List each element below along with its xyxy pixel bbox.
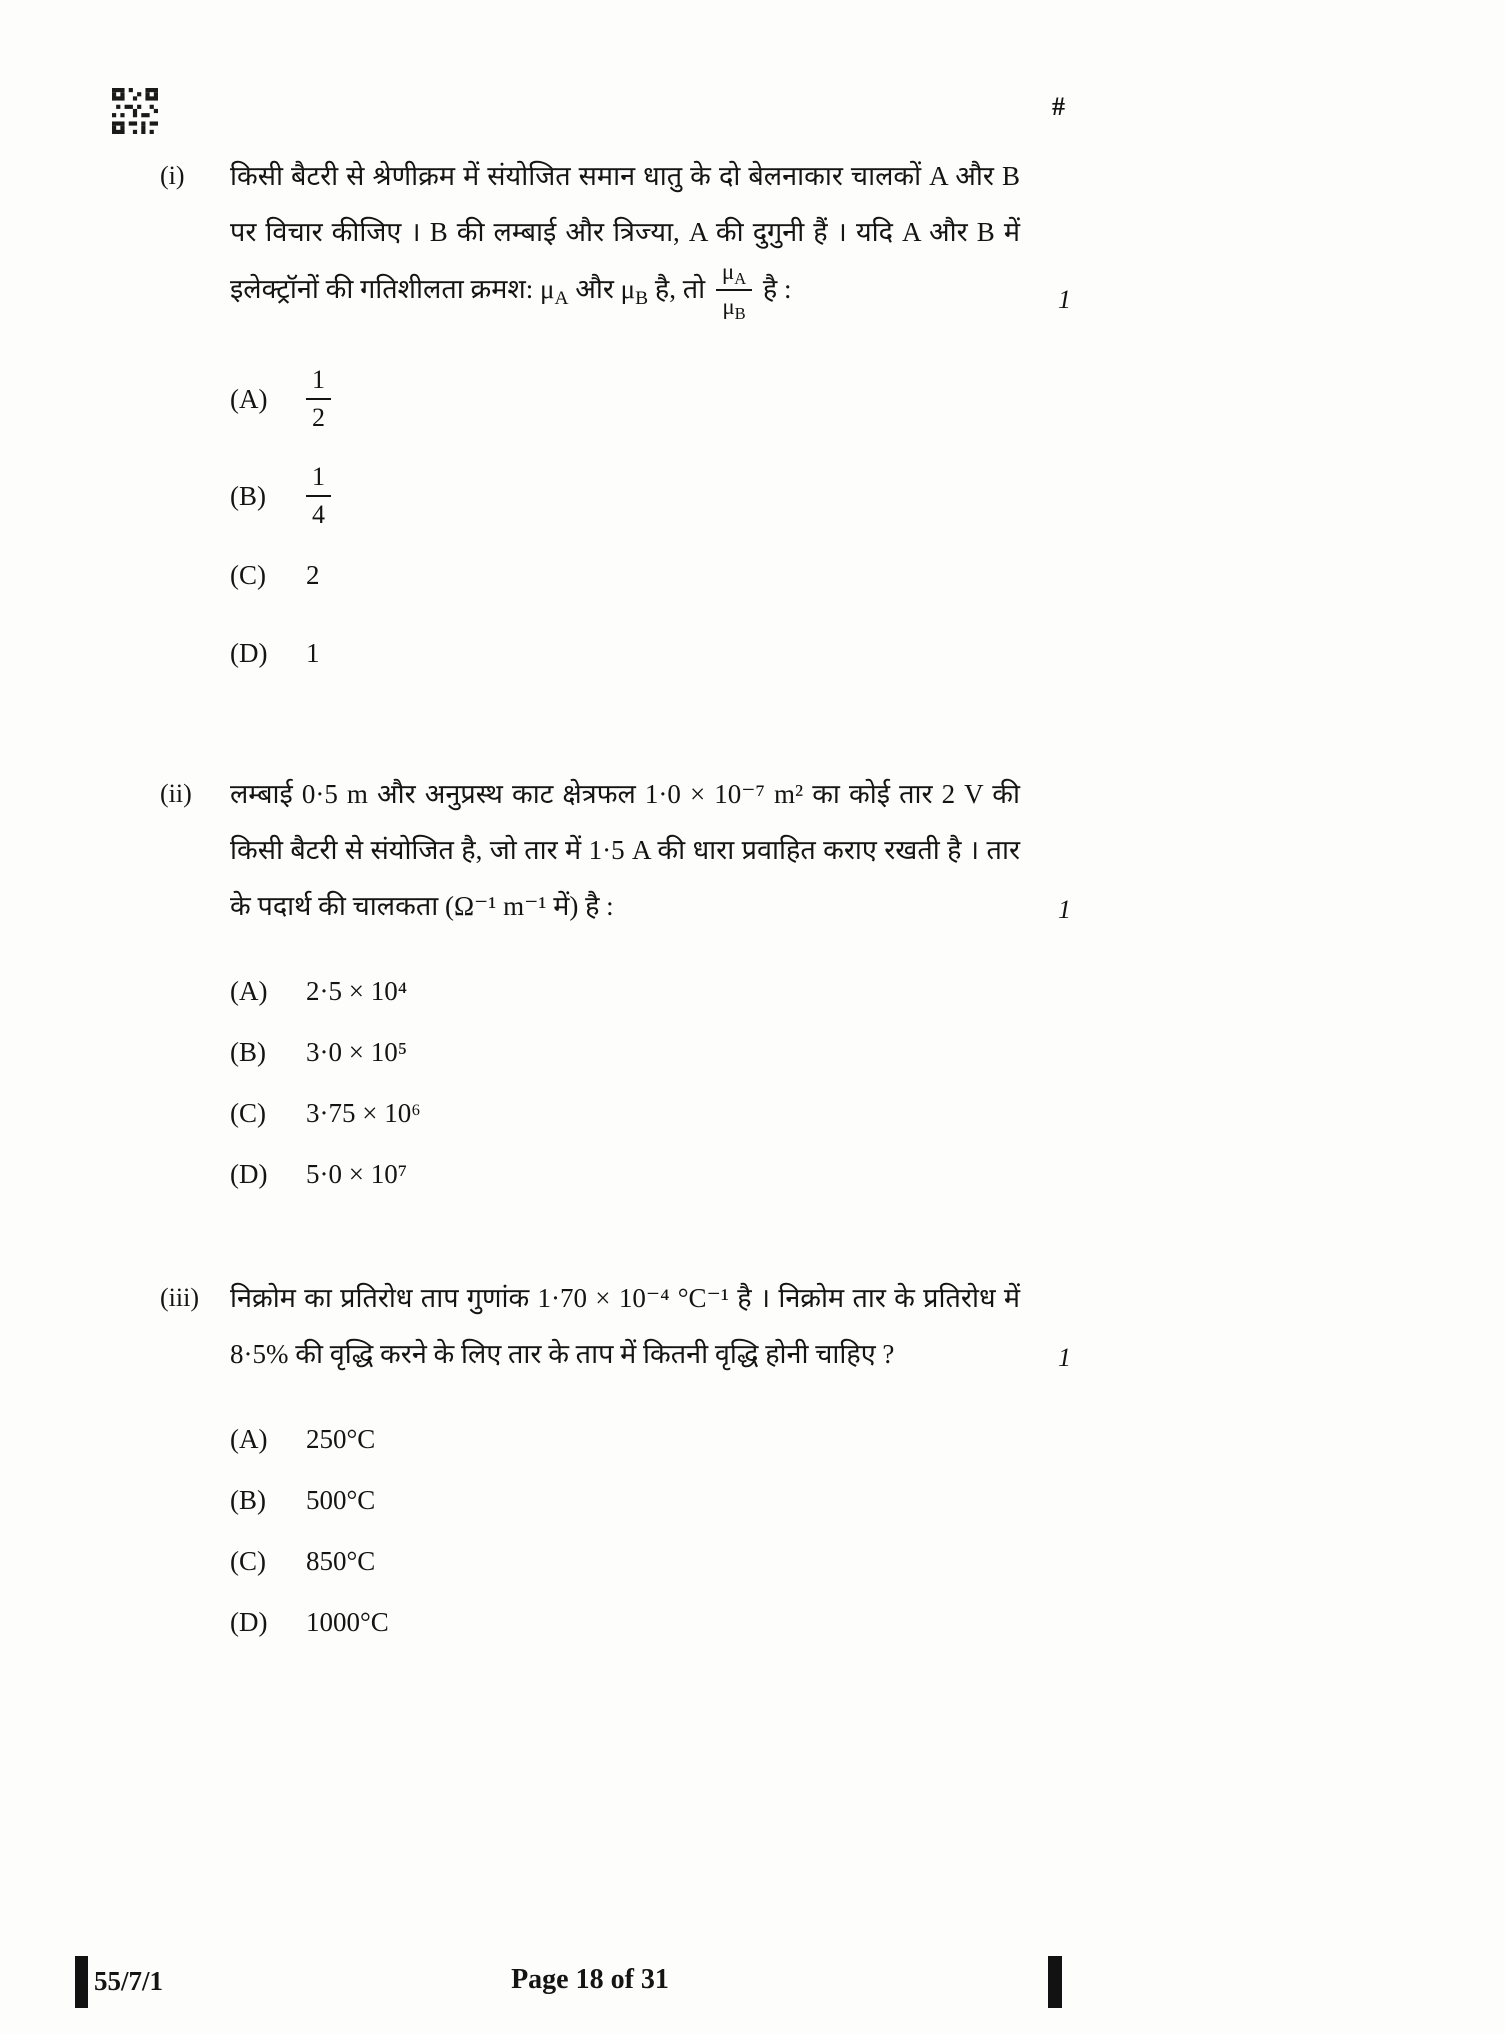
option-label: (C) [230,559,266,590]
question-number: (i) [160,161,185,190]
fraction-denominator: $\mu_B$ [722,293,746,323]
paper-code: 55/7/1 [94,1966,164,1996]
option-row [230,461,1020,532]
option-row [230,1035,1020,1069]
question-stem [230,766,1071,934]
option-label: (C) [230,1097,266,1128]
option-value: 2 [306,559,320,590]
fraction-muA-over-muB [716,258,752,322]
option-row [230,558,1020,592]
option-label: (B) [230,481,266,511]
option-value: 3·0 × 10⁵ [306,1036,408,1067]
fraction-numerator: $\mu_A$ [716,258,752,291]
stem-text: है : [756,273,792,304]
mu-b-subscript: B [635,287,649,309]
question-i [160,148,1075,714]
mu-b-symbol: μ [620,273,636,304]
option-value: 3·75 × 10⁶ [306,1097,421,1128]
option-label: (A) [230,1423,268,1454]
option-row [230,1544,1020,1578]
question-ii [160,766,1075,1218]
option-label: (C) [230,1545,266,1576]
option-value: 500°C [306,1484,376,1515]
question-stem [230,1270,1071,1382]
marks-value: 1 [1058,284,1071,314]
option-row [230,1422,1020,1456]
stem-text: निक्रोम का प्रतिरोध ताप गुणांक 1·70 × 10⁻⁴ °C⁻¹ है । निक्रोम तार के प्रतिरोध में 8·5% की वृद्धि करने के लिए तार के ताप में कितनी वृद्धि होनी चाहिए ? [230,1282,1020,1369]
option-label: (D) [230,1158,268,1189]
qr-code-icon [112,88,158,134]
option-label: (D) [230,1606,268,1637]
corner-hash-mark: # [1052,92,1065,121]
question-number: (ii) [160,778,192,808]
stem-text: लम्बाई 0·5 m और अनुप्रस्थ काट क्षेत्रफल 1·0 × 10⁻⁷ m² का कोई तार 2 V की किसी बैटरी से संयोजित है, जो तार में 1·5 A की धारा प्रवाहित कराए रखती है । तार के पदार्थ की चालकता (Ω⁻¹ m⁻¹ में) है : [230,778,1020,921]
option-row [230,1605,1020,1639]
footer-crop-bar-right [1048,1956,1062,2008]
option-value: 2·5 × 10⁴ [306,975,408,1006]
option-label: (B) [230,1036,266,1067]
option-label: (B) [230,1484,266,1515]
mu-a-subscript: A [554,287,569,309]
option-row [230,636,1020,670]
option-row [230,974,1020,1008]
question-iii [160,1270,1075,1666]
option-label: (A) [230,975,268,1006]
option-row [230,1483,1020,1517]
option-value: 1 [306,637,320,668]
option-row [230,1096,1020,1130]
option-value: 850°C [306,1545,376,1576]
option-value: 1000°C [306,1606,389,1637]
option-row [230,1157,1020,1191]
option-value: 5·0 × 10⁷ [306,1158,408,1189]
option-label: (D) [230,637,268,668]
marks-value: 1 [1058,894,1071,924]
stem-text: है, तो [648,273,712,304]
page-number: Page 18 of 31 [511,1964,669,1995]
option-value-fraction: $\frac{1}{2}$ [306,364,331,435]
option-label: (A) [230,384,268,414]
stem-text: किसी बैटरी से श्रेणीक्रम में संयोजित समान धातु के दो बेलनाकार चालकों A और B पर विचार कीजिए । B की लम्बाई और त्रिज्या, A की दुगुनी हैं । यदि A और B में इलेक्ट्रॉनों की गतिशीलता क्रमश: [230,161,1020,304]
option-value: 250°C [306,1423,376,1454]
option-value-fraction: $\frac{1}{4}$ [306,461,331,532]
question-list [160,148,1075,1718]
marks-value: 1 [1058,1342,1071,1372]
question-stem [230,148,1071,324]
question-number: (iii) [160,1282,199,1312]
option-row [230,364,1020,435]
footer-crop-bar-left [75,1956,88,2008]
mu-a-symbol: μ [539,273,555,304]
stem-text: और [568,273,621,304]
